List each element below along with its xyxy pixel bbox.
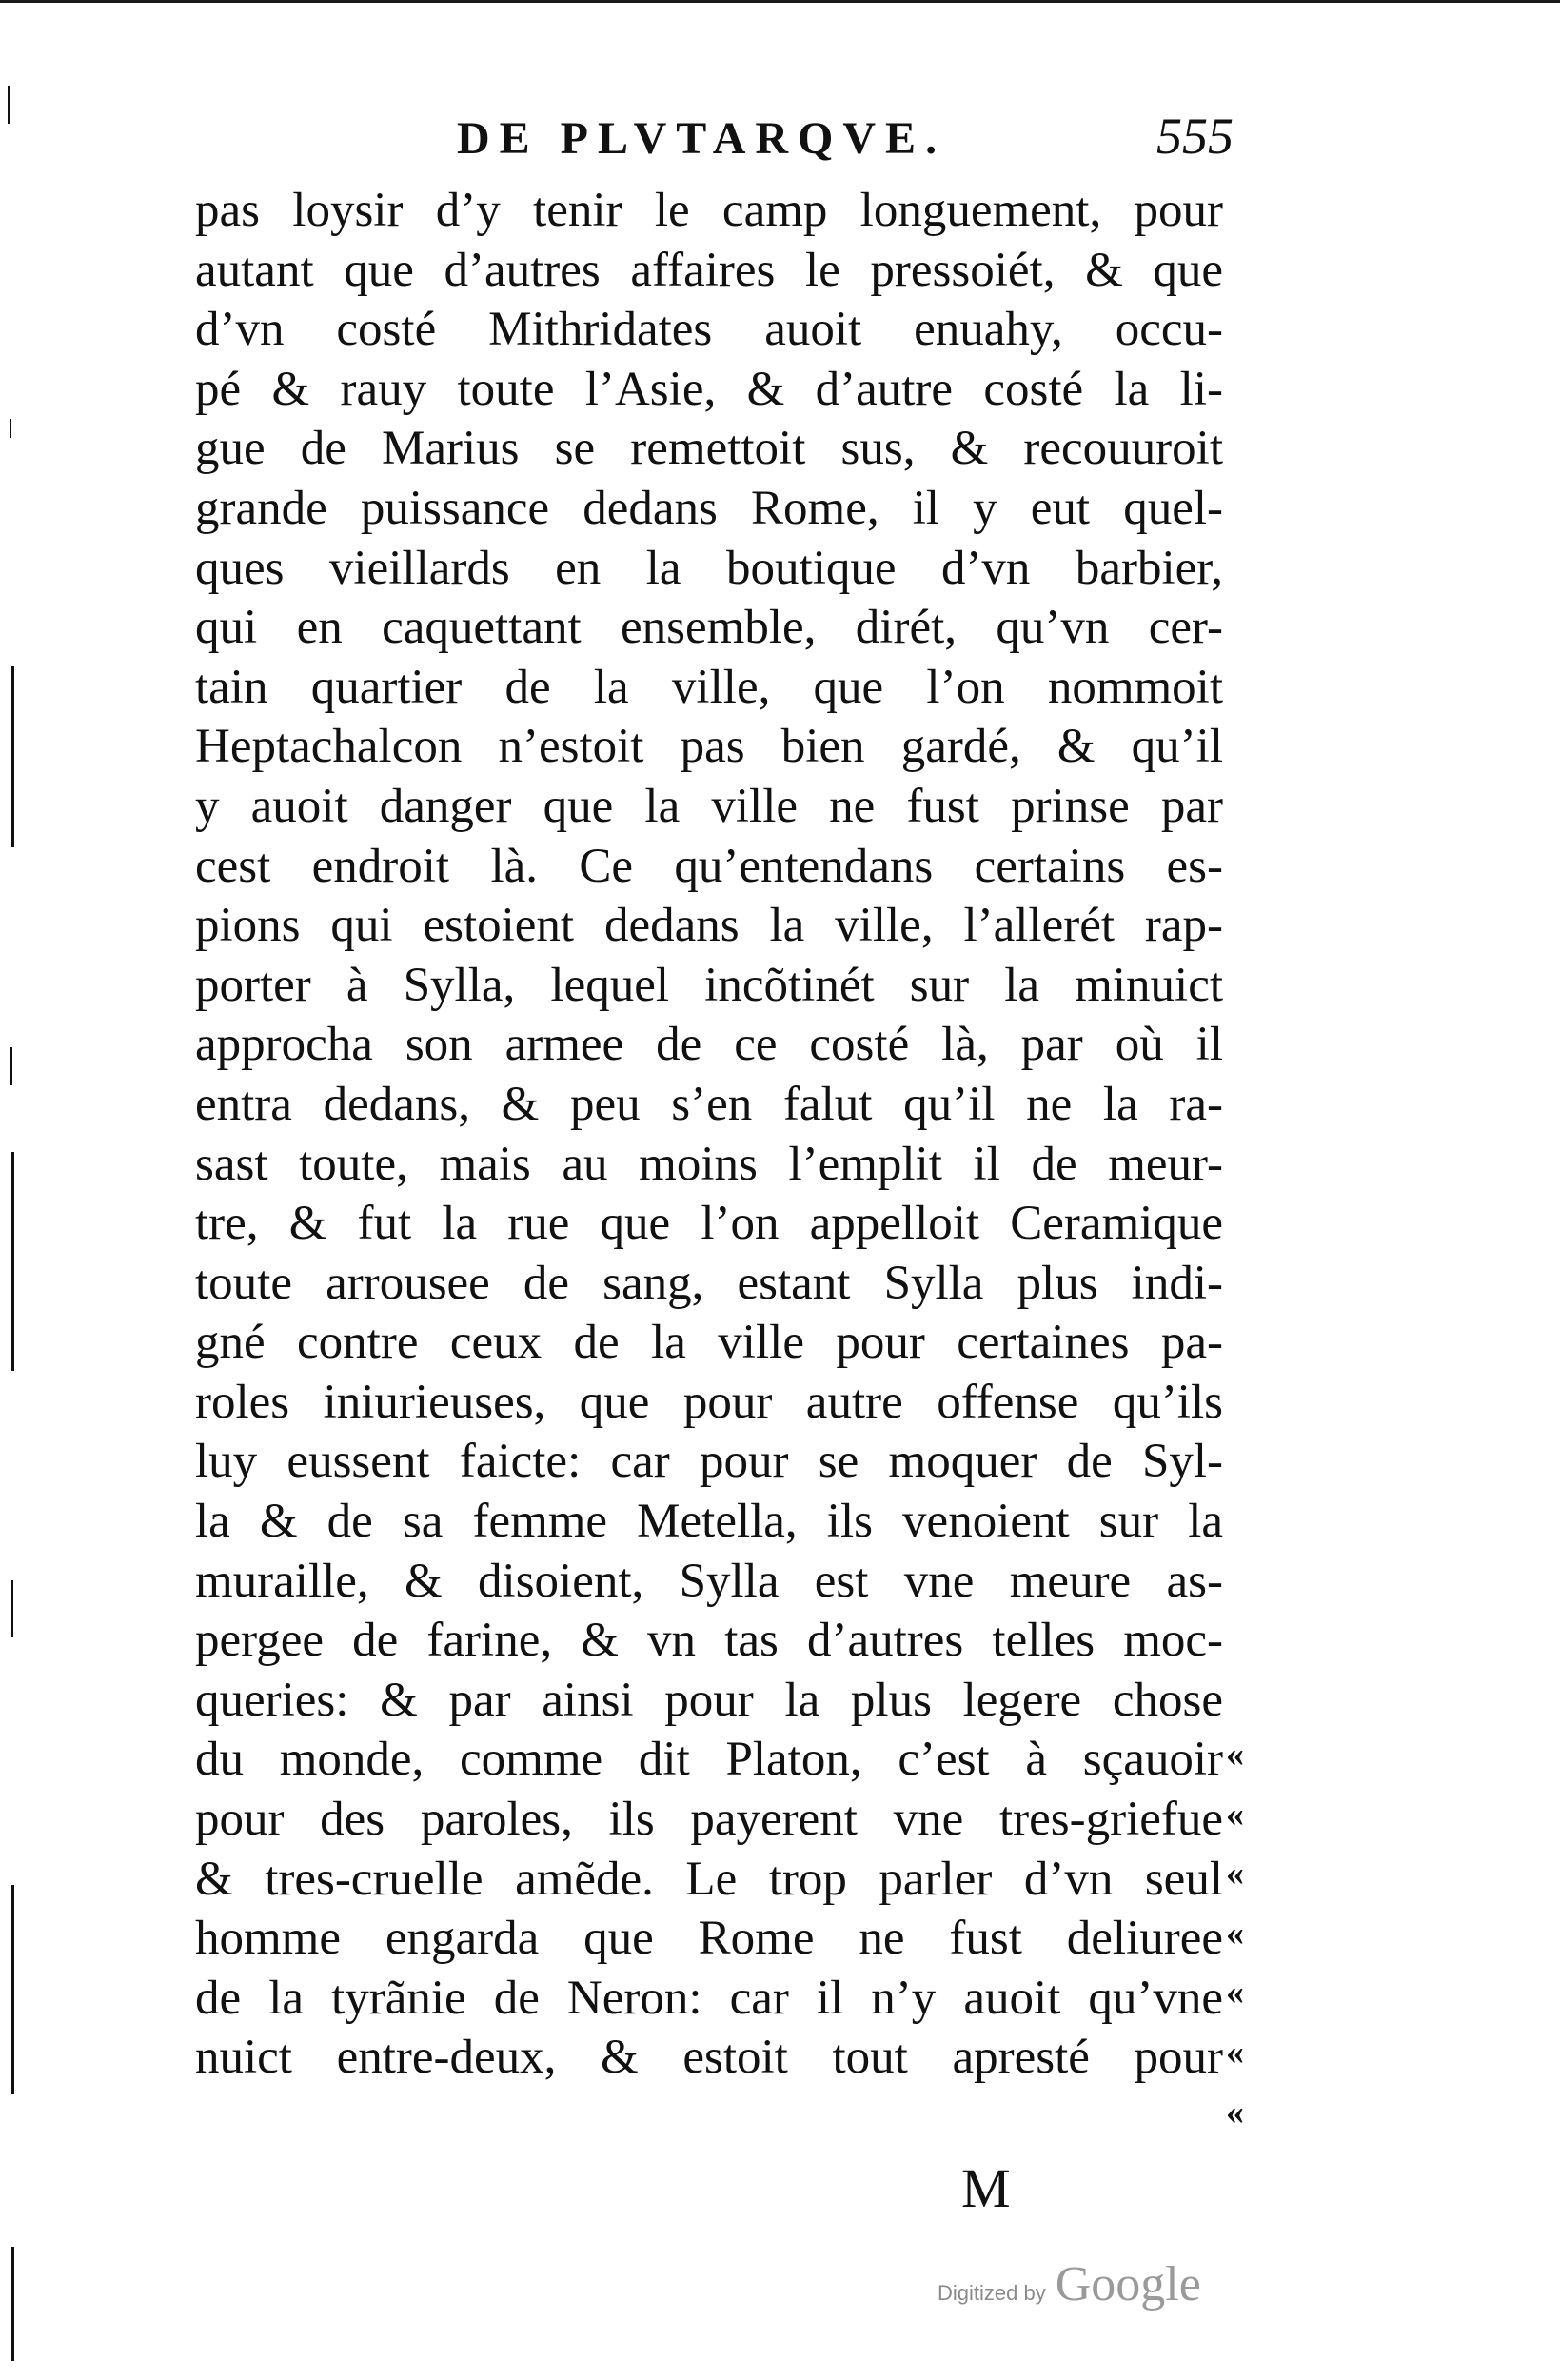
text-line: ques vieillards en la boutique d’vn barbier, xyxy=(195,541,1223,595)
text-line: nuict entre-deux, & estoit tout apresté pour xyxy=(195,2031,1223,2085)
text-line: d’vn costé Mithridates auoit enuahy, occu- xyxy=(195,303,1223,357)
quote-mark: « xyxy=(1226,2032,1244,2073)
watermark-prefix: Digitized by xyxy=(938,2281,1046,2305)
quote-mark: « xyxy=(1226,2092,1244,2132)
digitized-watermark xyxy=(938,2256,1201,2312)
running-header: DE PLVTARQVE. xyxy=(457,113,947,164)
text-line: sast toute, mais au moins l’emplit il de meur- xyxy=(195,1137,1223,1191)
text-line: gné contre ceux de la ville pour certaines pa- xyxy=(195,1316,1223,1370)
scan-edge-mark xyxy=(11,1885,14,2094)
text-line: la & de sa femme Metella, ils venoient sur la xyxy=(195,1495,1223,1549)
text-line: queries: & par ainsi pour la plus legere chose xyxy=(195,1673,1223,1727)
signature-mark: M xyxy=(961,2157,1011,2219)
scan-edge-mark xyxy=(11,1580,13,1637)
text-line: de la tyrãnie de Neron: car il n’y auoit qu’vne xyxy=(195,1971,1223,2025)
quote-mark: « xyxy=(1226,1794,1244,1835)
text-line: roles iniurieuses, que pour autre offense qu’ils xyxy=(195,1375,1223,1429)
text-line: homme engarda que Rome ne fust deliuree xyxy=(195,1912,1223,1966)
text-line: pions qui estoient dedans la ville, l’allerét rap- xyxy=(195,899,1223,953)
quote-mark: « xyxy=(1226,1854,1244,1894)
text-line: grande puissance dedans Rome, il y eut quel- xyxy=(195,481,1223,535)
quote-mark: « xyxy=(1226,1735,1244,1775)
text-line: gue de Marius se remettoit sus, & recouuroit xyxy=(195,422,1223,476)
text-line: toute arrousee de sang, estant Sylla plus indi- xyxy=(195,1256,1223,1310)
margin-quote-marks xyxy=(1226,1725,1264,2142)
text-line: cest endroit là. Ce qu’entendans certains es- xyxy=(195,839,1223,893)
scan-edge-mark xyxy=(11,1152,14,1371)
text-line: pergee de farine, & vn tas d’autres telles moc- xyxy=(195,1614,1223,1668)
text-line: tain quartier de la ville, que l’on nommoit xyxy=(195,660,1223,714)
scan-edge-mark xyxy=(8,86,10,124)
text-line: pas loysir d’y tenir le camp longuement, pour xyxy=(195,184,1223,237)
text-line: y auoit danger que la ville ne fust prinse par xyxy=(195,779,1223,833)
text-line: entra dedans, & peu s’en falut qu’il ne la ra- xyxy=(195,1077,1223,1131)
watermark-brand: Google xyxy=(1055,2257,1201,2311)
quote-mark: « xyxy=(1226,1973,1244,2013)
scan-edge-mark xyxy=(10,419,11,438)
scan-edge-mark xyxy=(11,2247,14,2361)
text-line: autant que d’autres affaires le pressoiét, & que xyxy=(195,243,1223,297)
scan-edge-mark xyxy=(11,666,14,847)
scan-border-top xyxy=(0,0,1560,12)
scan-edge-mark xyxy=(10,1047,12,1085)
text-line: qui en caquettant ensemble, dirét, qu’vn cer- xyxy=(195,601,1223,655)
text-line: approcha son armee de ce costé là, par où il xyxy=(195,1018,1223,1072)
text-line: pour des paroles, ils payerent vne tres-griefue xyxy=(195,1793,1223,1847)
text-line: & tres-cruelle amẽde. Le trop parler d’vn seul xyxy=(195,1852,1223,1906)
text-line: muraille, & disoient, Sylla est vne meure as- xyxy=(195,1554,1223,1608)
text-line: Heptachalcon n’estoit pas bien gardé, & qu’il xyxy=(195,720,1223,774)
body-text xyxy=(195,181,1223,2088)
quote-mark: « xyxy=(1226,1913,1244,1954)
text-line: luy eussent faicte: car pour se moquer de Syl- xyxy=(195,1435,1223,1489)
text-line: pé & rauy toute l’Asie, & d’autre costé la li- xyxy=(195,362,1223,416)
text-line: tre, & fut la rue que l’on appelloit Ceramique xyxy=(195,1197,1223,1251)
text-line: du monde, comme dit Platon, c’est à sçauoir xyxy=(195,1733,1223,1787)
page-number: 555 xyxy=(1156,108,1234,165)
text-line: porter à Sylla, lequel incõtinét sur la minuict xyxy=(195,958,1223,1012)
